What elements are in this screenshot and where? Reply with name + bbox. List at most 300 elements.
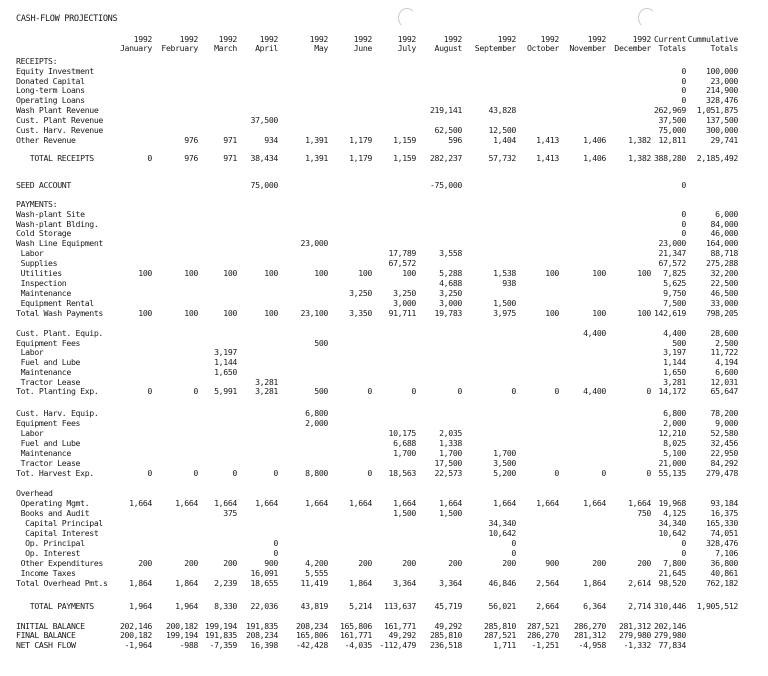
- row-label: Op. Principal: [16, 538, 85, 548]
- table-cell: 0: [193, 386, 198, 396]
- table-cell: 0: [681, 85, 686, 95]
- table-cell: 762,182: [705, 578, 738, 588]
- table-cell: 1,382: [628, 153, 651, 163]
- row-label: Equipment Fees: [16, 338, 81, 348]
- table-cell: 1,382: [628, 135, 651, 145]
- row-label: Capital Interest: [16, 528, 99, 538]
- table-cell: 22,500: [710, 278, 738, 288]
- table-cell: 1,391: [305, 135, 328, 145]
- table-cell: -7,359: [209, 640, 237, 650]
- table-cell: -1,964: [124, 640, 152, 650]
- table-cell: 596: [448, 135, 462, 145]
- row-label: Capital Principal: [16, 518, 104, 528]
- table-cell: 1,144: [663, 357, 686, 367]
- table-cell: 1,664: [255, 498, 278, 508]
- row-label: TOTAL PAYMENTS: [16, 601, 94, 611]
- table-cell: 1,179: [349, 153, 372, 163]
- table-cell: 23,000: [658, 238, 686, 248]
- table-cell: 161,771: [339, 630, 372, 640]
- table-cell: 328,476: [705, 95, 738, 105]
- table-cell: 75,000: [658, 125, 686, 135]
- table-cell: 976: [184, 135, 198, 145]
- table-cell: 1,664: [349, 498, 372, 508]
- table-cell: 200,182: [119, 630, 152, 640]
- table-cell: 21,645: [658, 568, 686, 578]
- table-cell: 18,655: [250, 578, 278, 588]
- table-cell: 0: [554, 386, 559, 396]
- table-cell: 22,950: [710, 448, 738, 458]
- table-cell: 100: [637, 268, 651, 278]
- table-cell: 10,642: [488, 528, 516, 538]
- row-label: Cust. Harv. Revenue: [16, 125, 104, 135]
- row-label: Maintenance: [16, 367, 71, 377]
- table-cell: 21,000: [658, 458, 686, 468]
- table-cell: 2,614: [628, 578, 651, 588]
- table-cell: 1,711: [493, 640, 516, 650]
- column-month-header: July: [397, 43, 416, 53]
- table-cell: 100: [264, 268, 278, 278]
- table-cell: 388,280: [653, 153, 686, 163]
- column-month-header: March: [214, 43, 237, 53]
- row-label: Maintenance: [16, 448, 71, 458]
- table-cell: 1,664: [129, 498, 152, 508]
- table-cell: 100,000: [705, 66, 738, 76]
- table-cell: 17,500: [434, 458, 462, 468]
- table-cell: 1,650: [663, 367, 686, 377]
- table-cell: 500: [314, 338, 328, 348]
- table-cell: 67,572: [658, 258, 686, 268]
- table-cell: 33,000: [710, 298, 738, 308]
- table-cell: 7,500: [663, 298, 686, 308]
- row-label: Inspection: [16, 278, 67, 288]
- table-cell: 300,000: [705, 125, 738, 135]
- table-cell: 0: [681, 219, 686, 229]
- table-cell: 0: [511, 548, 516, 558]
- table-cell: 165,806: [295, 630, 328, 640]
- table-cell: 279,478: [705, 468, 738, 478]
- table-cell: 100: [138, 268, 152, 278]
- table-cell: 200: [184, 558, 198, 568]
- row-label: Fuel and Lube: [16, 357, 81, 367]
- table-cell: 34,340: [488, 518, 516, 528]
- table-cell: 0: [367, 386, 372, 396]
- table-cell: 28,600: [710, 328, 738, 338]
- table-cell: 798,205: [705, 308, 738, 318]
- row-label: Fuel and Lube: [16, 438, 81, 448]
- table-cell: 1,538: [493, 268, 516, 278]
- table-cell: 3,197: [214, 347, 237, 357]
- table-cell: 3,000: [393, 298, 416, 308]
- table-cell: 23,100: [300, 308, 328, 318]
- table-cell: 2,000: [305, 418, 328, 428]
- table-cell: 1,391: [305, 153, 328, 163]
- table-cell: 165,330: [705, 518, 738, 528]
- column-year-header: Cummulative: [687, 34, 738, 44]
- table-cell: 3,558: [439, 248, 462, 258]
- column-month-header: September: [474, 43, 516, 53]
- table-cell: 5,214: [349, 601, 372, 611]
- table-cell: -4,958: [578, 640, 606, 650]
- column-month-header: Totals: [710, 43, 738, 53]
- table-cell: 84,292: [710, 458, 738, 468]
- table-cell: 46,846: [488, 578, 516, 588]
- table-cell: 100: [184, 308, 198, 318]
- table-cell: 8,330: [214, 601, 237, 611]
- column-month-header: October: [526, 43, 559, 53]
- table-cell: 55,135: [658, 468, 686, 478]
- table-cell: 14,172: [658, 386, 686, 396]
- table-cell: 56,021: [488, 601, 516, 611]
- table-cell: 1,664: [393, 498, 416, 508]
- table-cell: 1,500: [493, 298, 516, 308]
- table-cell: 282,237: [429, 153, 462, 163]
- table-cell: 285,810: [483, 621, 516, 631]
- table-cell: 52,580: [710, 428, 738, 438]
- table-cell: 6,688: [393, 438, 416, 448]
- table-cell: 18,563: [388, 468, 416, 478]
- table-cell: 62,500: [434, 125, 462, 135]
- row-label: Equity Investment: [16, 66, 94, 76]
- column-month-header: May: [314, 43, 328, 53]
- table-cell: 12,031: [710, 377, 738, 387]
- table-cell: 200: [592, 558, 606, 568]
- table-cell: 200: [138, 558, 152, 568]
- table-cell: 4,688: [439, 278, 462, 288]
- table-cell: 45,719: [434, 601, 462, 611]
- row-label: INITIAL BALANCE: [16, 621, 85, 631]
- table-cell: 3,364: [439, 578, 462, 588]
- table-cell: 2,500: [715, 338, 738, 348]
- table-cell: 1,051,875: [696, 105, 738, 115]
- table-cell: 93,184: [710, 498, 738, 508]
- row-label: Equipment Rental: [16, 298, 94, 308]
- table-cell: 5,100: [663, 448, 686, 458]
- table-cell: 1,964: [129, 601, 152, 611]
- table-cell: 1,338: [439, 438, 462, 448]
- table-cell: 2,035: [439, 428, 462, 438]
- table-cell: 10,175: [388, 428, 416, 438]
- table-cell: 161,771: [383, 621, 416, 631]
- table-cell: 100: [545, 268, 559, 278]
- table-cell: 19,968: [658, 498, 686, 508]
- table-cell: 100: [592, 268, 606, 278]
- row-label: Op. Interest: [16, 548, 81, 558]
- table-cell: 500: [314, 386, 328, 396]
- column-month-header: February: [161, 43, 198, 53]
- table-cell: 1,404: [493, 135, 516, 145]
- row-label: FINAL BALANCE: [16, 630, 76, 640]
- table-cell: 113,637: [383, 601, 416, 611]
- table-cell: 5,200: [493, 468, 516, 478]
- column-year-header: 1992: [632, 34, 651, 44]
- table-cell: 3,281: [663, 377, 686, 387]
- table-cell: 100: [223, 268, 237, 278]
- row-label: Tractor Lease: [16, 377, 81, 387]
- table-cell: 5,625: [663, 278, 686, 288]
- table-cell: 165,806: [339, 621, 372, 631]
- table-cell: 200: [223, 558, 237, 568]
- table-cell: 971: [223, 153, 237, 163]
- column-month-header: November: [569, 43, 606, 53]
- table-cell: 4,400: [663, 328, 686, 338]
- table-cell: 2,664: [536, 601, 559, 611]
- table-cell: 375: [223, 508, 237, 518]
- table-cell: 310,446: [653, 601, 686, 611]
- row-label: Cust. Plant Revenue: [16, 115, 104, 125]
- table-cell: 29,741: [710, 135, 738, 145]
- table-cell: 0: [273, 548, 278, 558]
- table-cell: 5,991: [214, 386, 237, 396]
- table-cell: 88,718: [710, 248, 738, 258]
- table-cell: 202,146: [119, 621, 152, 631]
- table-cell: 3,250: [349, 288, 372, 298]
- table-cell: 78,200: [710, 408, 738, 418]
- table-cell: -42,428: [295, 640, 328, 650]
- table-cell: 46,000: [710, 228, 738, 238]
- table-cell: 1,664: [214, 498, 237, 508]
- table-cell: 43,819: [300, 601, 328, 611]
- table-cell: 1,864: [583, 578, 606, 588]
- table-cell: -112,479: [379, 640, 416, 650]
- table-cell: 2,564: [536, 578, 559, 588]
- table-cell: 5,555: [305, 568, 328, 578]
- table-cell: 100: [637, 308, 651, 318]
- table-cell: 200: [637, 558, 651, 568]
- table-cell: 0: [646, 468, 651, 478]
- table-cell: 287,521: [483, 630, 516, 640]
- column-year-header: 1992: [218, 34, 237, 44]
- table-cell: 214,900: [705, 85, 738, 95]
- table-cell: 16,375: [710, 508, 738, 518]
- table-cell: 281,312: [573, 630, 606, 640]
- table-cell: 8,800: [305, 468, 328, 478]
- table-cell: 4,400: [583, 328, 606, 338]
- table-cell: 200: [448, 558, 462, 568]
- table-cell: 9,000: [715, 418, 738, 428]
- table-cell: 6,600: [715, 367, 738, 377]
- table-cell: 11,722: [710, 347, 738, 357]
- table-cell: 934: [264, 135, 278, 145]
- table-cell: 2,239: [214, 578, 237, 588]
- table-cell: 49,292: [434, 621, 462, 631]
- table-cell: 3,281: [255, 377, 278, 387]
- table-cell: 4,194: [715, 357, 738, 367]
- table-cell: 275,288: [705, 258, 738, 268]
- table-cell: 6,800: [663, 408, 686, 418]
- table-cell: 262,969: [653, 105, 686, 115]
- row-label: Tot. Harvest Exp.: [16, 468, 94, 478]
- table-cell: 0: [457, 386, 462, 396]
- column-year-header: 1992: [497, 34, 516, 44]
- table-cell: 100: [358, 268, 372, 278]
- table-cell: 100: [184, 268, 198, 278]
- table-cell: 21,347: [658, 248, 686, 258]
- table-cell: 200: [402, 558, 416, 568]
- punch-hole-mark: [638, 8, 656, 28]
- table-cell: 1,700: [393, 448, 416, 458]
- table-cell: 22,573: [434, 468, 462, 478]
- table-cell: 37,500: [250, 115, 278, 125]
- row-label: Tractor Lease: [16, 458, 81, 468]
- row-label: Supplies: [16, 258, 58, 268]
- column-month-header: December: [614, 43, 651, 53]
- table-cell: 0: [681, 228, 686, 238]
- table-cell: 191,835: [204, 630, 237, 640]
- table-cell: 0: [681, 76, 686, 86]
- table-cell: -1,251: [531, 640, 559, 650]
- column-year-header: 1992: [179, 34, 198, 44]
- table-cell: 32,200: [710, 268, 738, 278]
- table-cell: 0: [193, 468, 198, 478]
- punch-hole-mark: [398, 8, 416, 28]
- table-cell: 1,144: [214, 357, 237, 367]
- table-cell: 1,406: [583, 135, 606, 145]
- table-cell: 36,800: [710, 558, 738, 568]
- table-cell: 500: [672, 338, 686, 348]
- table-cell: 164,000: [705, 238, 738, 248]
- table-cell: 38,434: [250, 153, 278, 163]
- table-cell: 91,711: [388, 308, 416, 318]
- table-cell: 65,647: [710, 386, 738, 396]
- table-cell: 12,811: [658, 135, 686, 145]
- table-cell: 3,000: [439, 298, 462, 308]
- row-label: Maintenance: [16, 288, 71, 298]
- row-label: Donated Capital: [16, 76, 85, 86]
- table-cell: 1,159: [393, 153, 416, 163]
- column-year-header: 1992: [443, 34, 462, 44]
- table-cell: 46,500: [710, 288, 738, 298]
- row-label: Total Overhead Pmt.s: [16, 578, 108, 588]
- row-label: Tot. Planting Exp.: [16, 386, 99, 396]
- table-cell: 219,141: [429, 105, 462, 115]
- table-cell: 1,406: [583, 153, 606, 163]
- table-cell: 900: [264, 558, 278, 568]
- table-cell: 1,864: [129, 578, 152, 588]
- table-cell: 0: [273, 538, 278, 548]
- table-cell: 208,234: [245, 630, 278, 640]
- table-cell: 900: [545, 558, 559, 568]
- table-cell: 100: [592, 308, 606, 318]
- column-month-header: June: [353, 43, 372, 53]
- row-label: Utilities: [16, 268, 62, 278]
- column-year-header: 1992: [259, 34, 278, 44]
- table-cell: 938: [502, 278, 516, 288]
- table-cell: 4,125: [663, 508, 686, 518]
- row-label: Books and Audit: [16, 508, 90, 518]
- row-label: Wash Line Equipment: [16, 238, 104, 248]
- column-year-header: 1992: [353, 34, 372, 44]
- table-cell: 0: [681, 209, 686, 219]
- column-year-header: 1992: [309, 34, 328, 44]
- table-cell: 0: [646, 386, 651, 396]
- table-cell: 0: [147, 468, 152, 478]
- table-cell: -4,035: [344, 640, 372, 650]
- column-month-header: April: [255, 43, 278, 53]
- table-cell: 1,650: [214, 367, 237, 377]
- table-cell: 0: [511, 538, 516, 548]
- table-cell: 0: [147, 153, 152, 163]
- table-cell: 0: [681, 538, 686, 548]
- table-cell: 34,340: [658, 518, 686, 528]
- table-cell: 0: [411, 386, 416, 396]
- column-year-header: 1992: [587, 34, 606, 44]
- table-cell: 0: [367, 468, 372, 478]
- row-label: Cold Storage: [16, 228, 71, 238]
- table-cell: 202,146: [653, 621, 686, 631]
- table-cell: 100: [223, 308, 237, 318]
- table-cell: 11,419: [300, 578, 328, 588]
- table-cell: 281,312: [618, 621, 651, 631]
- table-cell: 3,364: [393, 578, 416, 588]
- table-cell: 100: [264, 308, 278, 318]
- table-cell: 98,520: [658, 578, 686, 588]
- table-cell: 199,194: [165, 630, 198, 640]
- row-label: Operating Mgmt.: [16, 498, 90, 508]
- table-cell: 279,980: [653, 630, 686, 640]
- row-label: PAYMENTS:: [16, 199, 58, 209]
- row-label: Other Revenue: [16, 135, 76, 145]
- table-cell: 6,000: [715, 209, 738, 219]
- row-label: Equipment Fees: [16, 418, 81, 428]
- column-year-header: 1992: [133, 34, 152, 44]
- table-cell: 7,825: [663, 268, 686, 278]
- row-label: Cust. Plant. Equip.: [16, 328, 104, 338]
- table-cell: 200: [502, 558, 516, 568]
- table-cell: 279,980: [618, 630, 651, 640]
- table-cell: 16,091: [250, 568, 278, 578]
- column-month-header: January: [119, 43, 152, 53]
- table-cell: -988: [179, 640, 198, 650]
- table-cell: 1,964: [175, 601, 198, 611]
- table-cell: 7,106: [715, 548, 738, 558]
- table-cell: 17,789: [388, 248, 416, 258]
- table-cell: 137,500: [705, 115, 738, 125]
- table-cell: 1,500: [393, 508, 416, 518]
- table-cell: 3,500: [493, 458, 516, 468]
- table-cell: 6,364: [583, 601, 606, 611]
- table-cell: 75,000: [250, 180, 278, 190]
- table-cell: 1,664: [305, 498, 328, 508]
- table-cell: 0: [232, 468, 237, 478]
- row-label: Long-term Loans: [16, 85, 85, 95]
- column-year-header: 1992: [540, 34, 559, 44]
- table-cell: 0: [681, 66, 686, 76]
- row-label: NET CASH FLOW: [16, 640, 76, 650]
- table-cell: 0: [511, 386, 516, 396]
- table-cell: 1,664: [583, 498, 606, 508]
- table-cell: 43,828: [488, 105, 516, 115]
- table-cell: 0: [147, 386, 152, 396]
- table-cell: 3,250: [439, 288, 462, 298]
- table-cell: 1,664: [493, 498, 516, 508]
- table-cell: 200,182: [165, 621, 198, 631]
- table-cell: 1,500: [439, 508, 462, 518]
- row-label: SEED ACCOUNT: [16, 180, 71, 190]
- table-cell: 12,210: [658, 428, 686, 438]
- table-cell: 976: [184, 153, 198, 163]
- row-label: Operating Loans: [16, 95, 85, 105]
- table-cell: 1,159: [393, 135, 416, 145]
- row-label: Total Wash Payments: [16, 308, 104, 318]
- table-cell: 0: [601, 468, 606, 478]
- table-cell: 1,864: [175, 578, 198, 588]
- row-label: RECEIPTS:: [16, 56, 58, 66]
- table-cell: 84,000: [710, 219, 738, 229]
- table-cell: 7,800: [663, 558, 686, 568]
- table-cell: 100: [138, 308, 152, 318]
- table-cell: 0: [273, 468, 278, 478]
- table-cell: 1,664: [628, 498, 651, 508]
